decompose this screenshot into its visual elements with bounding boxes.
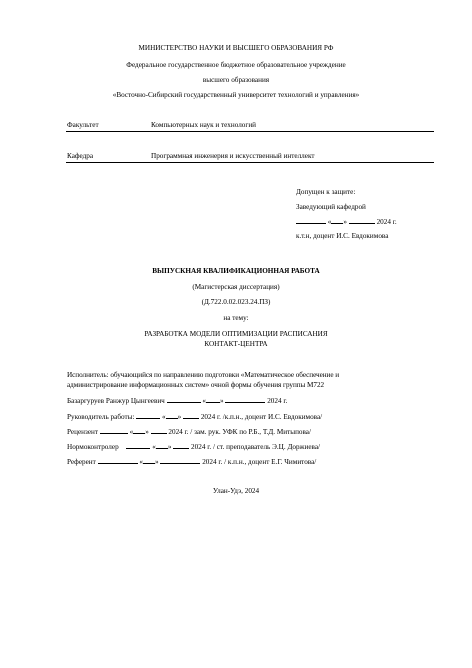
date-close-quote: » bbox=[145, 428, 149, 436]
signature-person: /к.п.н., доцент И.С. Евдокимова/ bbox=[222, 413, 323, 421]
date-close-quote: » bbox=[177, 413, 182, 421]
day-blank bbox=[206, 396, 220, 403]
date-close-quote: » bbox=[220, 397, 224, 405]
referent-signature-line bbox=[67, 457, 316, 467]
approval-signer: к.т.н, доцент И.С. Евдокимова bbox=[296, 232, 389, 240]
approval-line-2: Заведующий кафедрой bbox=[296, 203, 366, 211]
department-underline bbox=[66, 162, 434, 163]
month-blank bbox=[349, 217, 375, 224]
day-blank bbox=[166, 412, 178, 419]
signature-role: Референт bbox=[67, 458, 96, 466]
work-subtype: (Магистерская диссертация) bbox=[192, 283, 280, 291]
executor-year: 2024 г. bbox=[267, 397, 288, 405]
signature-person: / зам. рук. УФК по Р.Б., Т.Д. Митыпова/ bbox=[190, 428, 311, 436]
topic-line-1: РАЗРАБОТКА МОДЕЛИ ОПТИМИЗАЦИИ РАСПИСАНИЯ bbox=[144, 330, 328, 338]
signature-person: / ст. преподаватель Э.Ц. Доржиева/ bbox=[212, 443, 321, 451]
city-year: Улан-Удэ, 2024 bbox=[212, 487, 260, 495]
date-open-quote: « bbox=[202, 397, 206, 405]
normcontrol-signature-line bbox=[67, 442, 320, 452]
date-close-quote: » bbox=[167, 443, 172, 451]
executor-name: Базаргуруев Ранжур Цынгеевич bbox=[67, 397, 165, 405]
month-blank bbox=[151, 427, 167, 434]
institution-line-2: высшего образования bbox=[202, 76, 270, 84]
signature-blank bbox=[100, 427, 128, 434]
signature-blank bbox=[296, 217, 326, 224]
signature-person: / к.п.н., доцент Е.Г. Чимитова/ bbox=[224, 458, 317, 466]
date-open-quote: « bbox=[129, 428, 134, 436]
ministry-heading: МИНИСТЕРСТВО НАУКИ И ВЫСШЕГО ОБРАЗОВАНИЯ РФ bbox=[138, 44, 334, 52]
executor-line-1: Исполнитель: обучающийся по направлению подготовки «Математическое обеспечение и bbox=[67, 371, 340, 379]
document-code: (Д.722.0.02.023.24.ПЗ) bbox=[201, 298, 271, 306]
day-blank bbox=[133, 427, 145, 434]
work-type-title: ВЫПУСКНАЯ КВАЛИФИКАЦИОННАЯ РАБОТА bbox=[152, 267, 320, 275]
signature-blank bbox=[98, 457, 138, 464]
faculty-underline bbox=[66, 131, 434, 132]
month-blank bbox=[173, 442, 189, 449]
date-open-quote: « bbox=[162, 413, 166, 421]
signature-blank bbox=[167, 396, 201, 403]
month-blank bbox=[225, 396, 265, 403]
executor-signature-line bbox=[67, 396, 287, 406]
topic-label: на тему: bbox=[223, 314, 249, 322]
signature-role: Рецензент bbox=[67, 428, 98, 436]
day-blank bbox=[331, 217, 343, 224]
signature-blank bbox=[126, 442, 150, 449]
department-value: Программная инженерия и искусственный интеллект bbox=[151, 152, 315, 160]
signature-year: 2024 г. bbox=[191, 443, 212, 451]
executor-line-2: администрирование информационных систем» очной формы обучения группы М722 bbox=[67, 381, 325, 389]
faculty-value: Компьютерных наук и технологий bbox=[151, 121, 257, 129]
university-name: «Восточно-Сибирский государственный университет технологий и управления» bbox=[112, 91, 360, 99]
signature-blank bbox=[136, 412, 160, 419]
date-open-quote: « bbox=[139, 458, 143, 466]
reviewer-signature-line bbox=[67, 427, 311, 437]
date-open-quote: « bbox=[327, 218, 332, 226]
signature-year: 2024 г. bbox=[202, 458, 223, 466]
month-blank bbox=[160, 457, 200, 464]
signature-role: Руководитель работы: bbox=[67, 413, 135, 421]
institution-line-1: Федеральное государственное бюджетное образовательное учреждение bbox=[126, 61, 346, 69]
day-blank bbox=[143, 457, 155, 464]
signature-year: 2024 г. bbox=[200, 413, 221, 421]
approval-year: 2024 г. bbox=[376, 218, 397, 226]
faculty-label: Факультет bbox=[67, 121, 99, 129]
date-open-quote: « bbox=[152, 443, 156, 451]
approval-line-1: Допущен к защите: bbox=[296, 188, 356, 196]
date-close-quote: » bbox=[343, 218, 347, 226]
approval-date-line bbox=[296, 217, 397, 227]
department-label: Кафедра bbox=[67, 152, 94, 160]
supervisor-signature-line bbox=[67, 412, 322, 422]
topic-line-2: КОНТАКТ-ЦЕНТРА bbox=[204, 340, 268, 348]
signature-role: Нормоконтролер bbox=[67, 443, 119, 451]
day-blank bbox=[156, 442, 168, 449]
date-close-quote: » bbox=[155, 458, 159, 466]
month-blank bbox=[183, 412, 199, 419]
signature-year: 2024 г. bbox=[168, 428, 189, 436]
